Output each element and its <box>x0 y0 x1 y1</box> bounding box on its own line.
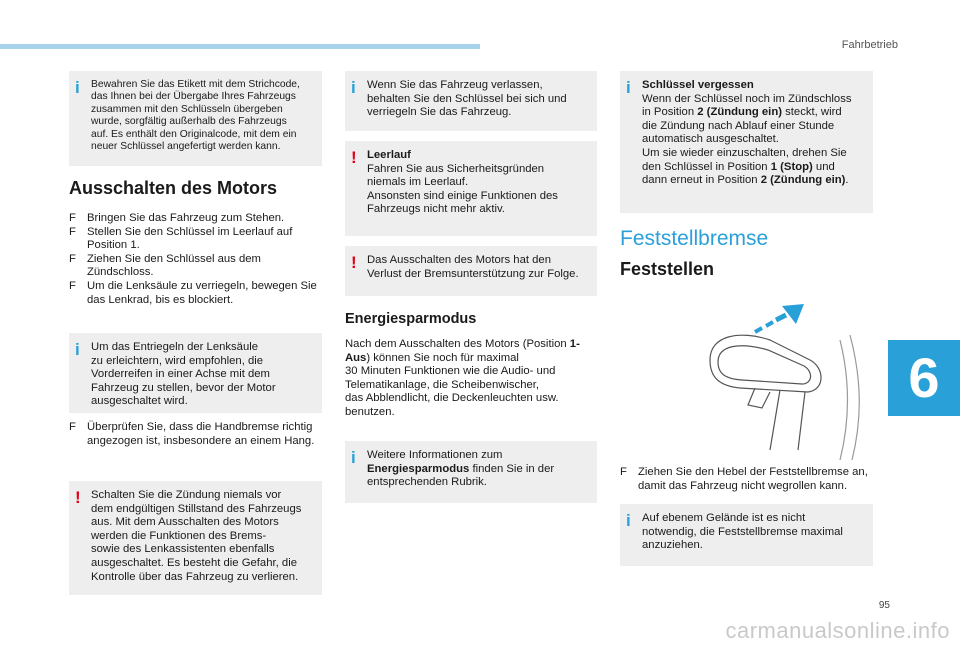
header-accent-bar <box>0 44 480 49</box>
warning-icon: ! <box>75 488 81 507</box>
info-box-steering-lock <box>69 333 322 413</box>
info-box-barcode-label <box>69 71 322 166</box>
warning-text: Leerlauf Fahren Sie aus Sicherheitsgründen niemals im Leerlauf. Ansonsten sind einige Funktionen des Fahrzeugs nicht mehr aktiv. <box>367 149 558 216</box>
warning-icon: ! <box>351 148 357 167</box>
info-box-key-forgotten <box>620 71 873 213</box>
info-icon: i <box>75 340 80 359</box>
parking-brake-illustration <box>700 300 870 460</box>
energy-saving-paragraph: Nach dem Ausschalten des Motors (Position 1-Aus) können Sie noch für maximal 30 Minuten Funktionen wie die Audio- und Telematikanlage, die Scheibenwischer, das Abblendlicht, die Deckenleuchten usw. benutzen. <box>345 338 580 418</box>
info-title: Schlüssel vergessen <box>642 79 754 91</box>
info-box-level-ground <box>620 504 873 566</box>
step-apply-brake <box>620 466 873 493</box>
info-text: Schlüssel vergessen Wenn der Schlüssel noch im Zündschloss in Position 2 (Zündung ein) steckt, wird die Zündung nach Ablauf einer Stunde automatisch ausgeschaltet. Um sie wieder einzuschalten, drehen Sie den Schlüssel in Position 1 (Stop) und dann erneut in Position 2 (Zündung ein). <box>642 79 852 187</box>
warning-box-brake-assist <box>345 246 597 296</box>
info-text: Bewahren Sie das Etikett mit dem Strichcode, das Ihnen bei der Übergabe Ihres Fahrzeugs zusammen mit den Schlüsseln übergeben wurde, sorgfältig außerhalb des Fahrzeugs auf. Es enthält den Originalcode, mit dem ein neuer Schlüssel angefertigt werden kann. <box>91 79 300 153</box>
info-box-leave-vehicle <box>345 71 597 131</box>
section-title: Fahrbetrieb <box>841 39 898 51</box>
warning-box-ignition <box>69 481 322 595</box>
list-item: F Bringen Sie das Fahrzeug zum Stehen. <box>69 212 285 224</box>
list-item: F Stellen Sie den Schlüssel im Leerlauf auf Position 1. <box>69 225 293 252</box>
heading-apply: Feststellen <box>620 259 715 279</box>
list-item: F Um die Lenksäule zu verriegeln, bewegen Sie das Lenkrad, bis es blockiert. <box>69 279 317 306</box>
watermark: carmanualsonline.info <box>725 618 950 643</box>
warning-title: Leerlauf <box>367 149 411 161</box>
info-icon: i <box>351 448 356 467</box>
page-number: 95 <box>878 600 890 611</box>
list-item: F Ziehen Sie den Hebel der Feststellbremse an, damit das Fahrzeug nicht wegrollen kann. <box>620 466 868 492</box>
list-item: F Ziehen Sie den Schlüssel aus dem Zündschloss. <box>69 252 261 279</box>
heading-engine-off: Ausschalten des Motors <box>69 178 278 198</box>
warning-box-neutral <box>345 141 597 236</box>
list-item: F Überprüfen Sie, dass die Handbremse richtig angezogen ist, insbesondere an einem Hang. <box>69 421 315 447</box>
info-text: Wenn Sie das Fahrzeug verlassen, behalten Sie den Schlüssel bei sich und verriegeln Sie das Fahrzeug. <box>367 79 567 119</box>
info-icon: i <box>351 78 356 97</box>
info-text: Auf ebenem Gelände ist es nicht notwendig, die Feststellbremse maximal anzuziehen. <box>642 512 843 552</box>
warning-text: Das Ausschalten des Motors hat den Verlust der Bremsunterstützung zur Folge. <box>367 254 579 280</box>
info-text: Weitere Informationen zum Energiesparmodus finden Sie in der entsprechenden Rubrik. <box>367 449 555 489</box>
warning-text: Schalten Sie die Zündung niemals vor dem endgültigen Stillstand des Fahrzeugs aus. Mit dem Ausschalten des Motors werden die Funktionen des Brems- sowie des Lenkassistenten ebenfalls ausgeschaltet. Es besteht die Gefahr, die Kontrolle über das Fahrzeug zu verlieren. <box>91 489 302 583</box>
info-icon: i <box>626 78 631 97</box>
info-text: Um das Entriegeln der Lenksäule zu erleichtern, wird empfohlen, die Vorderreifen in einer Achse mit dem Fahrzeug zu stellen, bevor der Motor ausgeschaltet wird. <box>91 341 276 408</box>
info-icon: i <box>626 511 631 530</box>
title-parking-brake: Feststellbremse <box>620 227 769 250</box>
step-handbrake <box>69 421 322 448</box>
info-icon: i <box>75 78 80 97</box>
heading-energy-saving: Energiesparmodus <box>345 311 477 327</box>
pull-arrow-icon <box>755 304 804 332</box>
steps-list <box>69 212 322 307</box>
chapter-tab: 6 <box>888 340 960 416</box>
warning-icon: ! <box>351 253 357 272</box>
info-box-energy-saving <box>345 441 597 503</box>
